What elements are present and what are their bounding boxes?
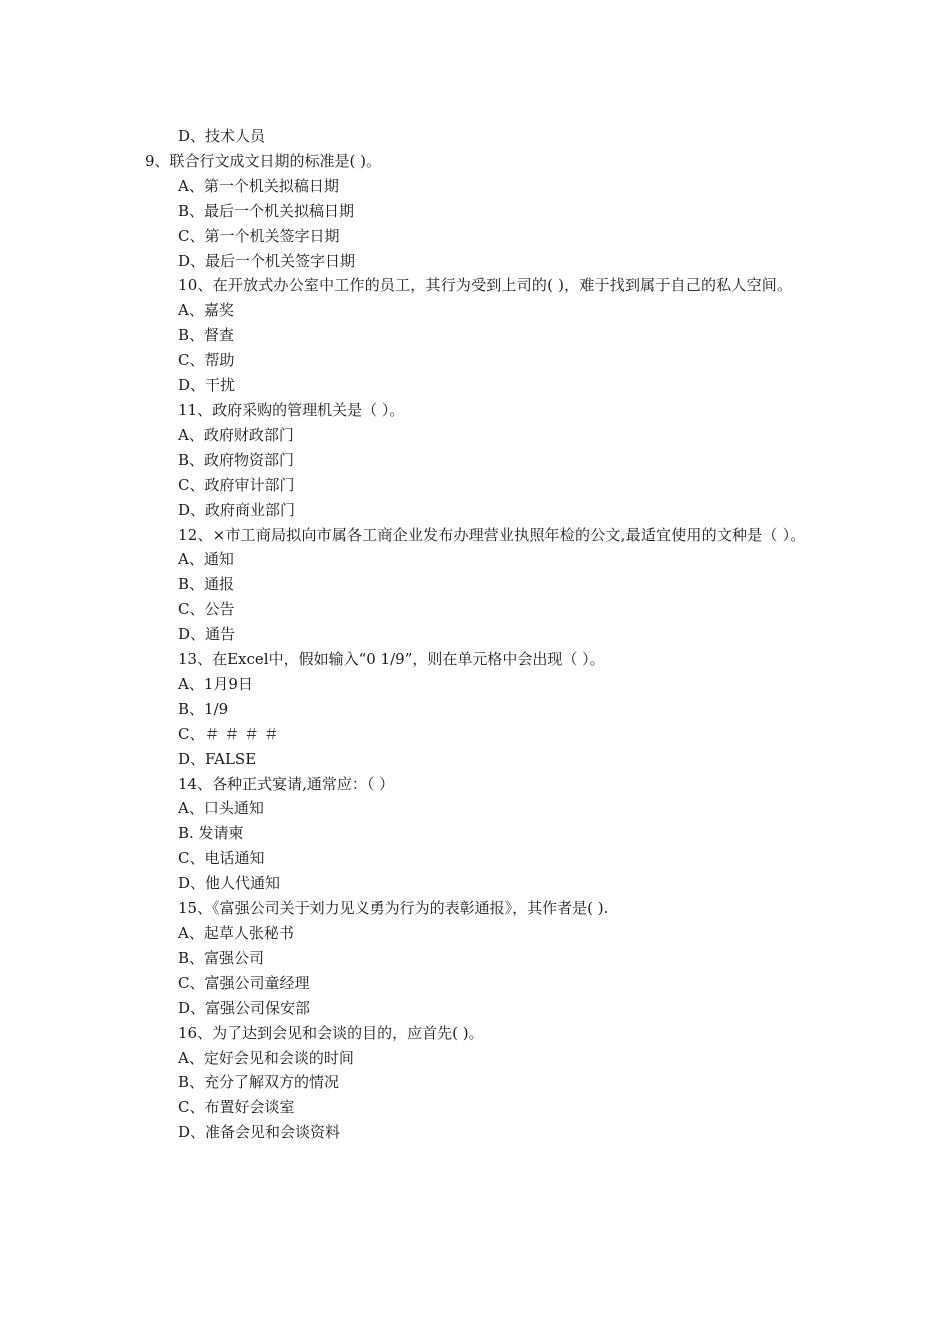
answer-option: A、定好会见和会谈的时间 [178, 1048, 354, 1067]
question-text: 9、联合行文成文日期的标准是( )。 [145, 151, 382, 170]
answer-option: A、政府财政部门 [178, 425, 294, 444]
answer-option: A、通知 [178, 550, 234, 569]
answer-option: C、政府审计部门 [178, 475, 295, 494]
question-text: 16、为了达到会见和会谈的目的，应首先( )。 [178, 1023, 484, 1042]
question-text: 10、在开放式办公室中工作的员工，其行为受到上司的( )，难于找到属于自己的私人空间。 [178, 276, 793, 295]
answer-option: C、布置好会谈室 [178, 1098, 295, 1117]
question-text: 14、各种正式宴请,通常应：（ ） [178, 774, 395, 793]
answer-option: C、帮助 [178, 351, 235, 370]
question-list [145, 124, 810, 1145]
answer-option: A、口头通知 [178, 799, 264, 818]
answer-option: A、嘉奖 [178, 301, 234, 320]
answer-option: B、1/9 [178, 699, 229, 718]
answer-option: B、督查 [178, 326, 235, 345]
answer-option: C、＃ ＃ ＃ ＃ [178, 724, 279, 743]
question-text: 12、×市工商局拟向市属各工商企业发布办理营业执照年检的公文,最适宜使用的文种是（ ）。 [178, 525, 806, 544]
answer-option: D、技术人员 [178, 127, 266, 145]
question-text: 11、政府采购的管理机关是（ ）。 [178, 400, 405, 419]
answer-option: C、第一个机关签字日期 [178, 226, 340, 245]
answer-option: B. 发请柬 [178, 824, 244, 843]
answer-option: B、通报 [178, 575, 235, 594]
answer-option: D、FALSE [178, 749, 257, 768]
answer-option: A、起草人张秘书 [178, 924, 294, 942]
answer-option: B、政府物资部门 [178, 450, 295, 469]
answer-option: D、他人代通知 [178, 874, 281, 893]
answer-option: A、第一个机关拟稿日期 [178, 176, 339, 195]
answer-option: B、最后一个机关拟稿日期 [178, 201, 355, 220]
answer-option: D、通告 [178, 625, 236, 644]
answer-option: B、富强公司 [178, 948, 265, 967]
answer-option: D、政府商业部门 [178, 500, 296, 519]
answer-option: A、1月9日 [178, 674, 253, 693]
answer-option: C、电话通知 [178, 849, 265, 868]
answer-option: D、准备会见和会谈资料 [178, 1123, 341, 1142]
answer-option: C、富强公司童经理 [178, 973, 310, 992]
answer-option: C、公告 [178, 600, 235, 619]
question-text: 13、在Excel中，假如输入“0 1/9”，则在单元格中会出现（ ）。 [178, 650, 605, 669]
answer-option: D、最后一个机关签字日期 [178, 251, 356, 270]
answer-option: D、干扰 [178, 376, 236, 395]
question-text: 15、《富强公司关于刘力见义勇为行为的表彰通报》，其作者是( ). [178, 899, 609, 918]
answer-option: D、富强公司保安部 [178, 998, 311, 1017]
answer-option: B、充分了解双方的情况 [178, 1073, 340, 1092]
